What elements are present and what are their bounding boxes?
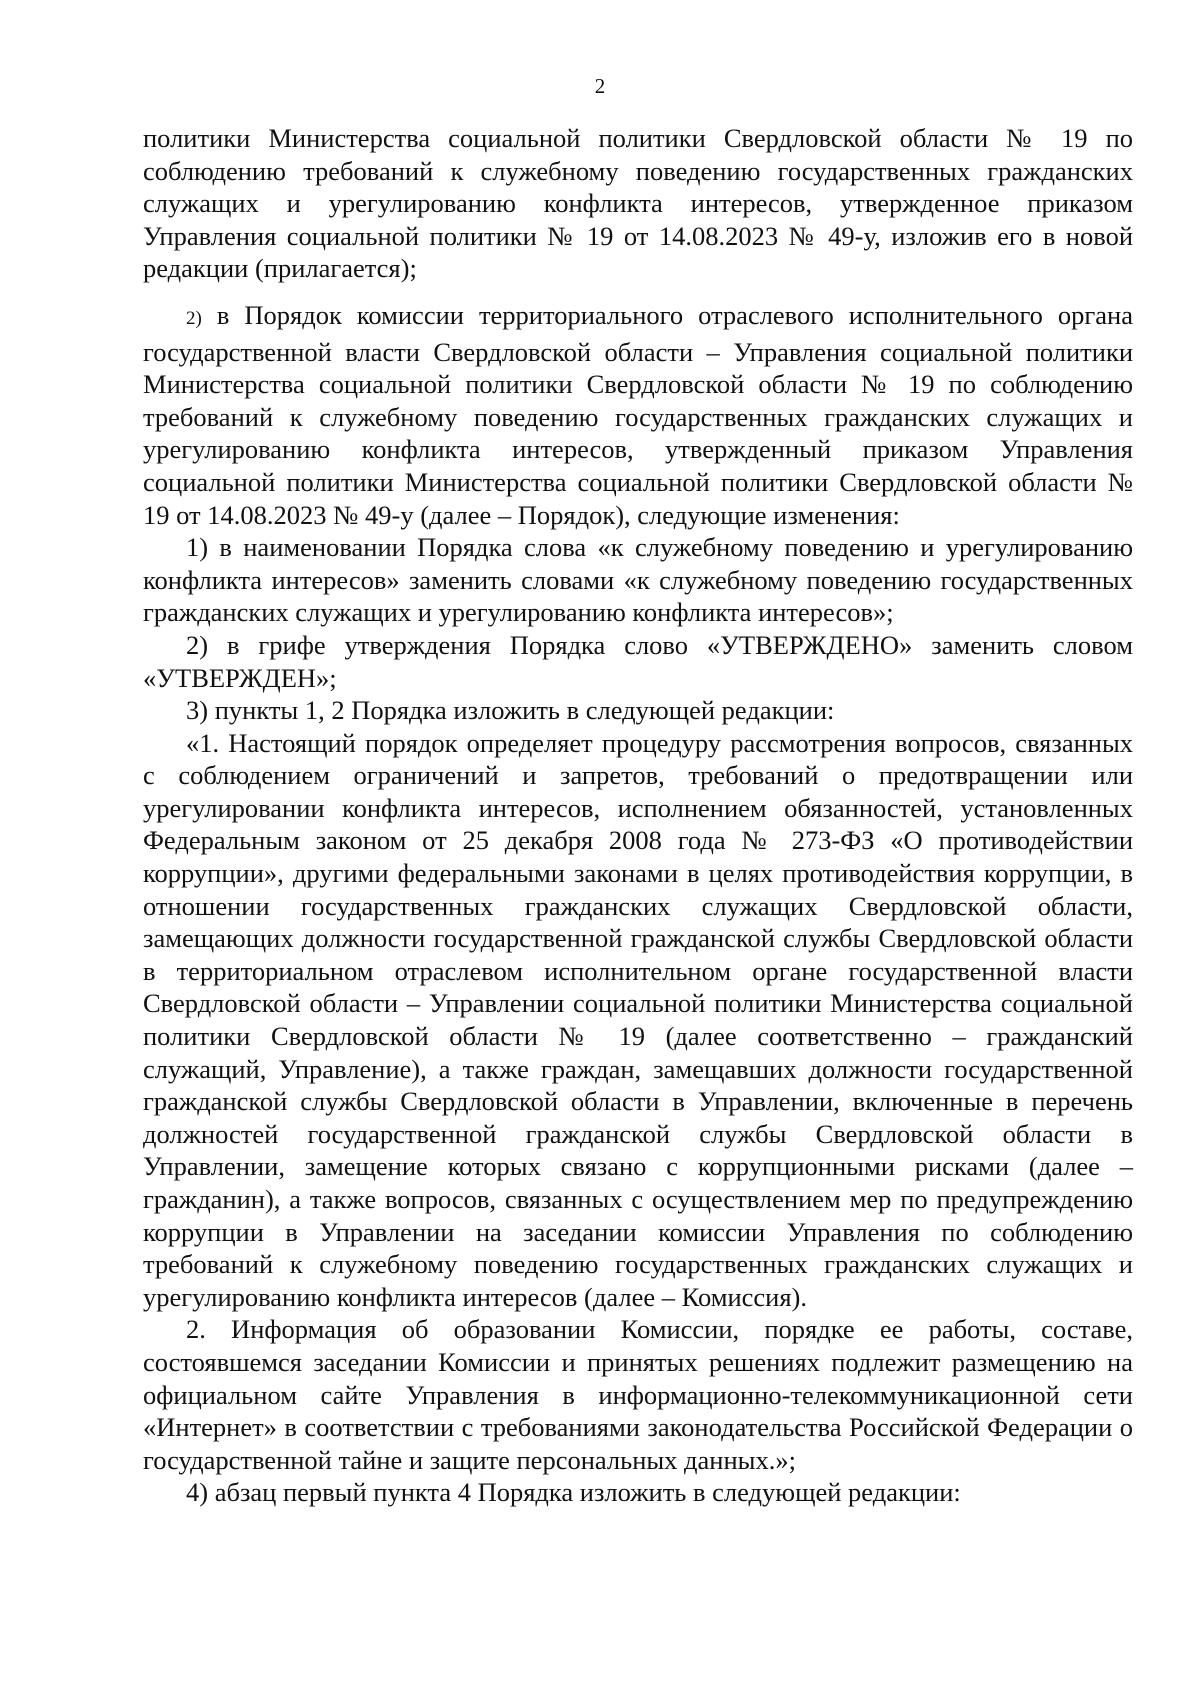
paragraph-subitem-4: 4) абзац первый пункта 4 Порядка изложить в следующей редакции: [186,1477,961,1508]
paragraph-subitem-2: 2) в грифе утверждения Порядка слово «УТВЕРЖДЕНО» заменить словом «УТВЕРЖДЕН»; [143,629,1133,693]
paragraph-subitem-1: 1) в наименовании Порядка слова «к служебному поведению и урегулированию конфликта интересов» заменить словами «к служебному поведению государственных гражданских служащих и урегулированию конфликта интересов»; [143,532,1133,628]
paragraph-clause-2: 2. Информация об образовании Комиссии, порядке ее работы, составе, состоявшемся заседании Комиссии и принятых решениях подлежит размещению на официальном сайте Управления в информационно-телекоммуникационной сети «Интернет» в соответствии с требованиями законодательства Российской Федерации о государственной тайне и защите персональных данных.»; [143,1314,1133,1475]
document-body [143,122,1133,1509]
page-number: 2 [594,74,606,98]
item-number: 2) [186,307,202,329]
paragraph-continuation: политики Министерства социальной политики Свердловской области № 19 по соблюдению требований к служебному поведению государственных гражданских служащих и урегулированию конфликта интересов, утвержденное приказом Управления социальной политики № 19 от 14.08.2023 № 49-у, изложив его в новой редакции (прилагается); [143,123,1133,284]
paragraph-item-2 [143,299,1133,531]
paragraph-clause-1: «1. Настоящий порядок определяет процедуру рассмотрения вопросов, связанных с соблюдением ограничений и запретов, требований о предотвращении или урегулировании конфликта интересов, исполнением обязанностей, установленных Федеральным законом от 25 декабря 2008 года № 273-ФЗ «О противодействии коррупции», другими федеральными законами в целях противодействия коррупции, в отношении государственных гражданских служащих Свердловской области, замещающих должности государственной гражданской службы Свердловской области в территориальном отраслевом исполнительном органе государственной власти Свердловской области – Управлении социальной политики Министерства социальной политики Свердловской области № 19 (далее соответственно – гражданский служащий, Управление), а также граждан, замещавших должности государственной гражданской службы Свердловской области в Управлении, включенные в перечень должностей государственной гражданской службы Свердловской области в Управлении, замещение которых связано с коррупционными рисками (далее – гражданин), а также вопросов, связанных с осуществлением мер по предупреждению коррупции в Управлении на заседании комиссии Управления по соблюдению требований к служебному поведению государственных гражданских служащих и урегулированию конфликта интересов (далее – Комиссия). [143,727,1133,1312]
paragraph-subitem-3: 3) пункты 1, 2 Порядка изложить в следующей редакции: [186,695,835,726]
item-text: в Порядок комиссии территориального отраслевого исполнительного органа государственной власти Свердловской области – Управления социальной политики Министерства социальной политики Свердловской области № 19 по соблюдению требований к служебному поведению государственных гражданских служащих и урегулированию конфликта интересов, утвержденный приказом Управления социальной политики Министерства социальной политики Свердловской области № 19 от 14.08.2023 № 49-у (далее – Порядок), следующие изменения: [143,299,1133,530]
